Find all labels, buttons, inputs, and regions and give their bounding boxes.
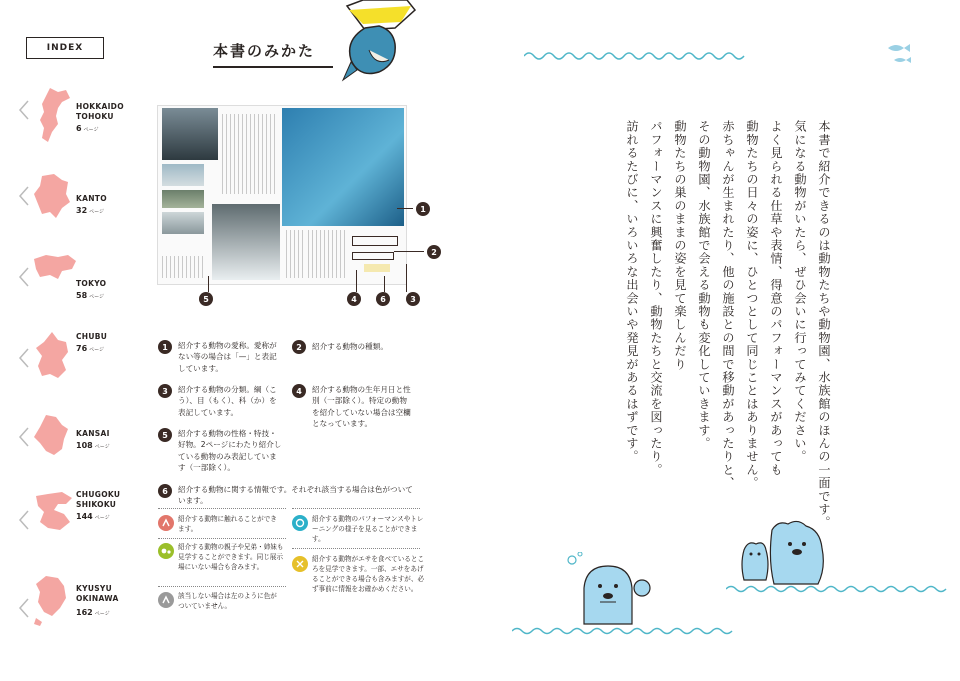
region-kanto[interactable] [18,172,128,232]
intro-text-line: その動物園、水族館で会える動物も変化していきます。 [697,120,711,450]
region-page: 162 ページ [76,608,110,617]
sea-otter-illustration [566,552,666,632]
inactive-icon-text: 該当しない場合は左のように色がついていません。 [178,592,277,610]
wave-decoration [524,50,746,62]
intro-text-line: 気になる動物がいたら、ぜひ会いに行ってみてください。 [793,120,807,464]
region-name: KANTO [76,194,107,203]
callout-1: 1 [416,202,430,216]
region-chugoku-shikoku[interactable] [18,490,128,550]
show-icon-text: 紹介する動物のパフォーマンスやトレーニングの様子を見ることができます。 [312,515,424,543]
region-page: 76 ページ [76,344,105,353]
chevron-left-icon [18,598,30,618]
legend-number: 2 [292,340,306,354]
intro-text-line: パフォーマンスに興奮したり、動物たちと交流を図ったり。 [649,120,663,477]
sample-label-box [352,252,394,260]
region-name: HOKKAIDO TOHOKU [76,102,124,121]
touch-icon [158,515,174,531]
region-tokyo[interactable] [18,253,128,313]
penguin-photo [162,212,204,234]
callout-5: 5 [199,292,213,306]
polar-bear-illustration [738,520,834,592]
map-tokyo [32,253,78,283]
map-kanto [32,172,72,220]
region-hokkaido-tohoku[interactable] [18,86,128,146]
wave-decoration [512,626,738,636]
region-name: CHUGOKU SHIKOKU [76,490,121,509]
map-kyusyu-okinawa [32,574,72,628]
sample-label-box [352,236,398,246]
penguin-photo [282,108,404,226]
map-chubu [32,330,72,380]
chevron-left-icon [18,510,30,530]
title-underline [213,66,333,68]
intro-text-line: 動物たちの巣のままの姿を見て楽しんだり [673,120,687,371]
intro-text-line: 本書で紹介できるのは動物たちや動物園、水族館のほんの一面です。 [817,120,831,530]
sample-text [222,114,278,194]
wave-decoration [726,584,950,594]
region-kyusyu-okinawa[interactable] [18,574,128,634]
legend-text: 紹介する動物の愛称。愛称がない等の場合は「—」と表記しています。 [178,341,277,373]
region-chubu[interactable] [18,330,128,390]
family-icon-text: 紹介する動物の親子や兄弟・姉妹も見学することができます。同じ展示場にいない場合も含みます。 [178,543,284,571]
callout-6: 6 [376,292,390,306]
callout-3: 3 [406,292,420,306]
sample-text [162,256,206,278]
chevron-left-icon [18,100,30,120]
legend-number: 1 [158,340,172,354]
penguin-photo [162,164,204,186]
legend-number: 5 [158,428,172,442]
callout-2: 2 [427,245,441,259]
intro-text-line: 赤ちゃんが生まれたり、他の施設との間で移動があったりと、 [721,120,735,490]
penguin-photo [212,204,280,280]
region-page: 108 ページ [76,441,110,450]
family-icon [158,543,174,559]
chevron-left-icon [18,186,30,206]
legend-number: 4 [292,384,306,398]
feeding-icon [292,556,308,572]
region-page: 6 ページ [76,124,99,133]
legend-number: 6 [158,484,172,498]
penguin-mascot-illustration [335,0,425,82]
feeding-icon-text: 紹介する動物がエサを食べているところを見学できます。一部、エサをあげることができる場合も含みますが、必ず事前に情報をお確かめください。 [312,555,425,593]
legend-text: 紹介する動物の種類。 [312,342,388,351]
touch-icon-text: 紹介する動物に触れることができます。 [178,515,277,533]
legend-text: 紹介する動物の分類。綱（こう）、目（もく）、科（か）を表記しています。 [178,385,277,417]
sample-text [286,230,304,278]
chevron-left-icon [18,427,30,447]
region-name: CHUBU [76,332,108,341]
region-name: KANSAI [76,429,110,438]
intro-text-line: 動物たちの日々の姿に、ひとつとして同じことはありません。 [745,120,759,490]
inactive-icon [158,592,174,608]
region-page: 32 ページ [76,206,105,215]
intro-text-line: 訪れるたびに、いろいろな出会いや発見があるはずです。 [625,120,639,464]
region-name: KYUSYU OKINAWA [76,584,119,603]
index-label: INDEX [26,37,104,59]
callout-4: 4 [347,292,361,306]
fish-icon [886,42,914,66]
region-page: 144 ページ [76,512,110,521]
sample-text [308,230,348,278]
map-hokkaido-tohoku [32,86,72,144]
legend-text: 紹介する動物の生年月日と性別（一部除く）。特定の動物を紹介していない場合は空欄となっています。 [312,385,411,428]
sample-icon-row [364,264,390,272]
region-kansai[interactable] [18,413,128,473]
legend-number: 3 [158,384,172,398]
show-icon [292,515,308,531]
page-title: 本書のみかた [213,42,316,60]
chevron-left-icon [18,267,30,287]
map-kansai [32,413,72,457]
penguin-photo [162,108,218,160]
legend-text: 紹介する動物に関する情報です。それぞれ該当する場合は色がついています。 [178,485,413,506]
region-name: TOKYO [76,279,107,288]
chevron-left-icon [18,348,30,368]
intro-text-line: よく見られる仕草や表情、得意のパフォーマンスがあっても [769,120,783,477]
sample-page-preview [157,105,407,285]
penguin-photo [162,190,204,208]
legend-text: 紹介する動物の性格・特技・好物。2ページにわたり紹介している動物のみ表記しています（一部除く）。 [178,429,282,472]
map-chugoku-shikoku [32,490,76,534]
region-page: 58 ページ [76,291,105,300]
